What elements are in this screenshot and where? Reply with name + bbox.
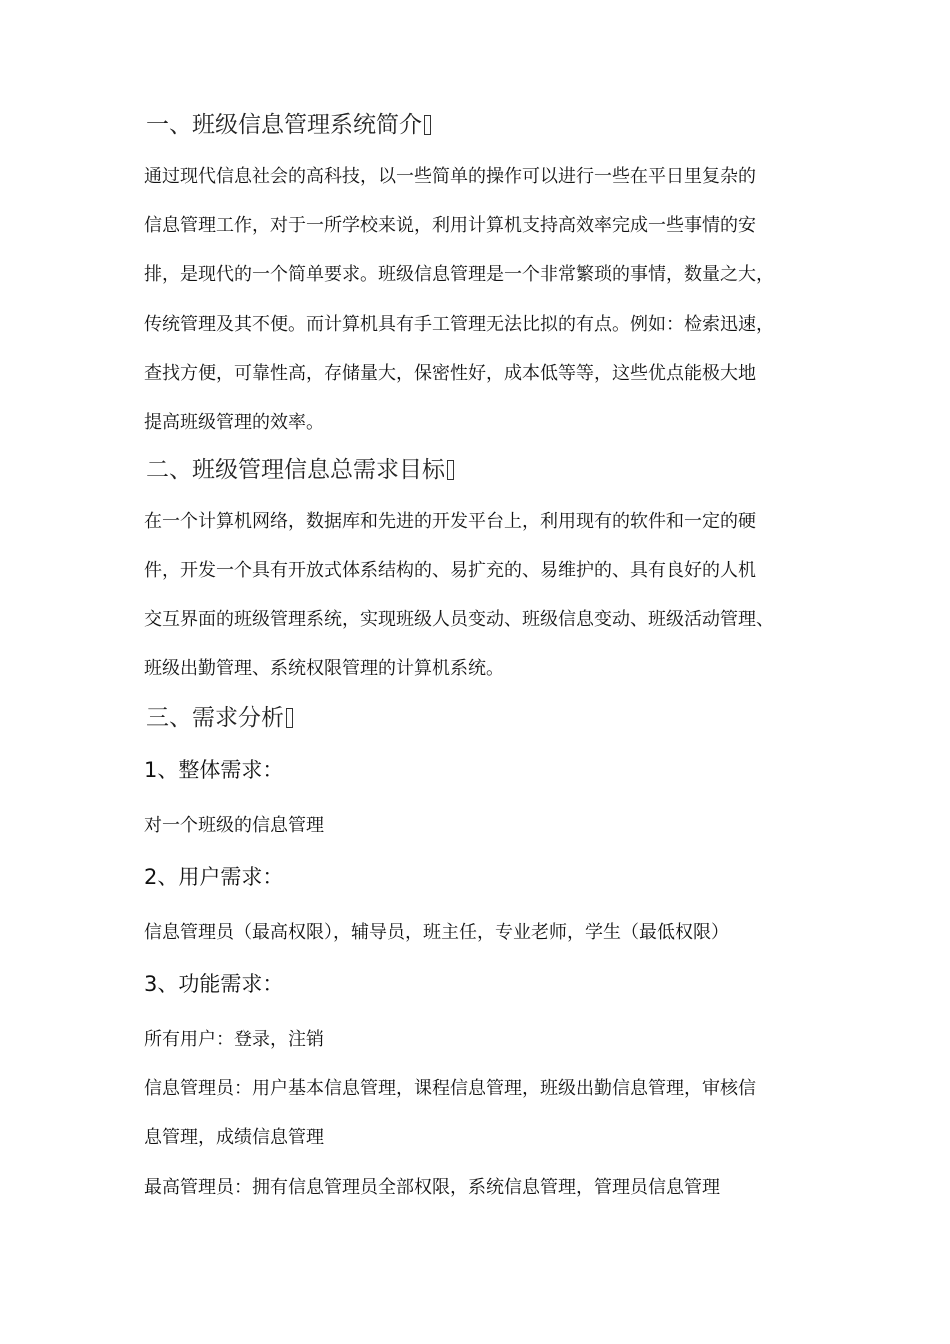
user-requirements-title: 2、用户需求： [144,865,284,889]
missing-glyph-icon [447,460,454,480]
function-requirements-line: 最高管理员：拥有信息管理员全部权限，系统信息管理，管理员信息管理 [144,1177,720,1198]
overall-requirements-text: 对一个班级的信息管理 [144,815,324,836]
section-1-line: 提高班级管理的效率。 [144,412,324,433]
user-requirements-text: 信息管理员（最高权限），辅导员，班主任，专业老师，学生（最低权限） [144,922,729,943]
section-2-line: 件，开发一个具有开放式体系结构的、易扩充的、易维护的、具有良好的人机 [144,560,756,581]
section-2-heading [146,456,454,484]
missing-glyph-icon [286,708,293,728]
section-1-line: 传统管理及其不便。而计算机具有手工管理无法比拟的有点。例如：检索迅速， [144,314,774,335]
section-2-line: 班级出勤管理、系统权限管理的计算机系统。 [144,658,504,679]
section-2-line: 在一个计算机网络，数据库和先进的开发平台上，利用现有的软件和一定的硬 [144,511,756,532]
section-1-line: 通过现代信息社会的高科技，以一些简单的操作可以进行一些在平日里复杂的 [144,166,756,187]
section-1-line: 信息管理工作，对于一所学校来说，利用计算机支持高效率完成一些事情的安 [144,215,756,236]
section-2-line: 交互界面的班级管理系统，实现班级人员变动、班级信息变动、班级活动管理、 [144,609,774,630]
function-requirements-title: 3、功能需求： [144,972,284,996]
function-requirements-line: 所有用户：登录，注销 [144,1029,324,1050]
section-1-line: 排，是现代的一个简单要求。班级信息管理是一个非常繁琐的事情，数量之大， [144,264,774,285]
function-requirements-line: 息管理，成绩信息管理 [144,1127,324,1148]
section-3-heading-text: 三、需求分析 [146,705,284,731]
function-requirements-line: 信息管理员：用户基本信息管理，课程信息管理，班级出勤信息管理，审核信 [144,1078,756,1099]
section-1-heading-text: 一、班级信息管理系统简介 [146,112,422,138]
missing-glyph-icon [424,115,431,135]
section-2-heading-text: 二、班级管理信息总需求目标 [146,457,445,483]
overall-requirements-title: 1、整体需求： [144,758,284,782]
section-1-line: 查找方便，可靠性高，存储量大，保密性好，成本低等等，这些优点能极大地 [144,363,756,384]
section-1-heading [146,111,431,139]
section-3-heading [146,704,293,732]
